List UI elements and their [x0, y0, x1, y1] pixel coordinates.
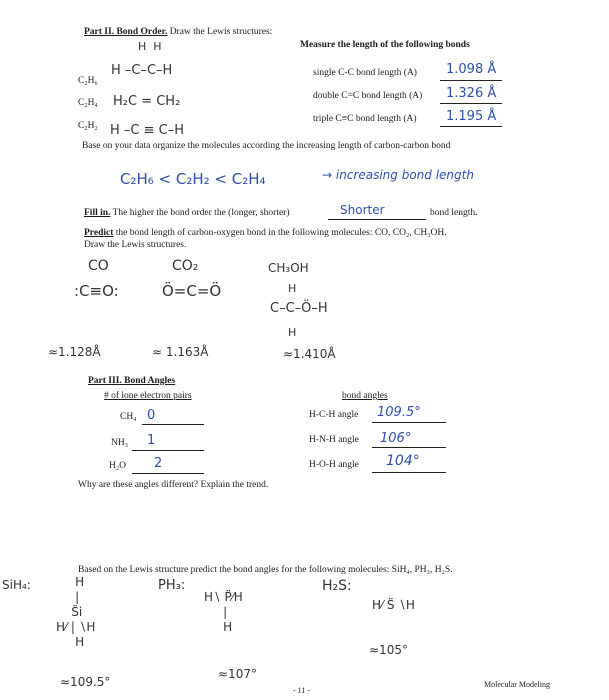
structure-c2h6-h-top: H H	[138, 40, 162, 53]
formula-c2h2: C₂H₂	[78, 121, 98, 131]
fill-in-label: Fill in.	[84, 208, 111, 218]
h2s-structure: H⁄ S̈ ∖H	[372, 598, 415, 612]
angle-h2o[interactable]: 104°	[386, 453, 420, 469]
part2-heading	[84, 27, 272, 37]
part2-heading-label: Part II. Bond Order.	[84, 27, 168, 37]
molecule-nh3: NH₃	[111, 438, 129, 448]
fill-in-sentence	[84, 208, 290, 218]
double-bond-answer[interactable]: 1.326 Å	[446, 86, 497, 101]
predict-text: the bond length of carbon-oxygen bond in the following molecules: CO, CO₂, CH₃OH.	[113, 228, 447, 238]
ph3-structure: H∖ P̈⁄H | H	[204, 590, 243, 634]
sih4-name: SiH₄:	[2, 578, 31, 592]
angle-label-ch4: H-C-H angle	[309, 410, 359, 420]
ch3oh-name: CH₃OH	[268, 261, 309, 275]
ch3oh-length: ≈1.410Å	[283, 347, 336, 361]
measure-title: Measure the length of the following bonds	[300, 40, 470, 50]
part2-heading-rest: Draw the Lewis structures:	[169, 27, 273, 37]
structure-c2h6: H –C–C–H	[111, 63, 173, 78]
molecule-h2o: H₂O	[109, 461, 127, 471]
co-structure: :C≡O:	[74, 282, 119, 300]
triple-bond-answer[interactable]: 1.195 Å	[446, 109, 497, 124]
lone-pairs-h2o[interactable]: 2	[154, 456, 163, 471]
co-name: CO	[88, 258, 109, 274]
co2-structure: Ö=C=Ö	[162, 282, 222, 300]
structure-c2h4: H₂C = CH₂	[113, 94, 181, 109]
part3-heading: Part III. Bond Angles	[88, 376, 176, 386]
page-number: - 11 -	[293, 686, 311, 695]
formula-c2h4: C₂H₄	[78, 98, 98, 108]
ch3oh-structure: C–C–Ö–H	[270, 301, 328, 316]
single-bond-label: single C-C bond length (A)	[313, 68, 417, 78]
ph3-angle: ≈107°	[218, 667, 257, 681]
fill-in-answer[interactable]: Shorter	[340, 203, 385, 217]
co2-length: ≈ 1.163Å	[152, 345, 209, 359]
single-bond-answer[interactable]: 1.098 Å	[446, 62, 497, 77]
co-length: ≈1.128Å	[48, 345, 101, 359]
lone-pairs-header: # of lone electron pairs	[104, 391, 192, 401]
ph3-name: PH₃:	[158, 578, 186, 593]
double-bond-label: double C=C bond length (A)	[313, 91, 423, 101]
prediction-instruction: Based on the Lewis structure predict the bond angles for the following molecules: SiH₄, PH₃, H₂S.	[78, 565, 453, 575]
lone-pairs-nh3[interactable]: 1	[147, 433, 156, 448]
angle-ch4[interactable]: 109.5°	[377, 405, 421, 420]
h2s-name: H₂S:	[322, 578, 352, 594]
order-answer[interactable]: C₂H₆ < C₂H₂ < C₂H₄	[120, 170, 266, 188]
co2-name: CO₂	[172, 258, 199, 274]
ch3oh-h-bottom: H	[288, 326, 297, 339]
triple-bond-label: triple C≡C bond length (A)	[313, 114, 417, 124]
angle-label-h2o: H-O-H angle	[309, 460, 359, 470]
order-note: → increasing bond length	[322, 168, 474, 182]
angle-nh3[interactable]: 106°	[380, 431, 412, 446]
fill-in-text: The higher the bond order the (longer, shorter)	[110, 208, 290, 218]
fill-in-end: bond length.	[430, 208, 478, 218]
predict-sentence	[84, 228, 447, 238]
angle-label-nh3: H-N-H angle	[309, 435, 359, 445]
h2s-angle: ≈105°	[369, 643, 408, 657]
sih4-angle: ≈109.5°	[60, 675, 111, 689]
footer-section: Molecular Modeling	[484, 680, 550, 689]
bond-angles-header: bond angles	[342, 391, 388, 401]
formula-c2h6: C₂H₆	[78, 76, 98, 86]
molecule-ch4: CH₄	[120, 412, 137, 422]
draw-instruction: Draw the Lewis structures.	[84, 240, 187, 250]
organize-instruction: Base on your data organize the molecules according the increasing length of carbon-carbon bond	[82, 141, 451, 151]
ch3oh-h-top: H	[288, 282, 297, 295]
lone-pairs-ch4[interactable]: 0	[147, 408, 156, 423]
why-question: Why are these angles different? Explain the trend.	[78, 480, 269, 490]
structure-c2h2: H –C ≡ C–H	[110, 123, 184, 138]
sih4-structure: H | S̈i H⁄ | ∖H H	[56, 575, 96, 649]
predict-label: Predict	[84, 228, 114, 238]
